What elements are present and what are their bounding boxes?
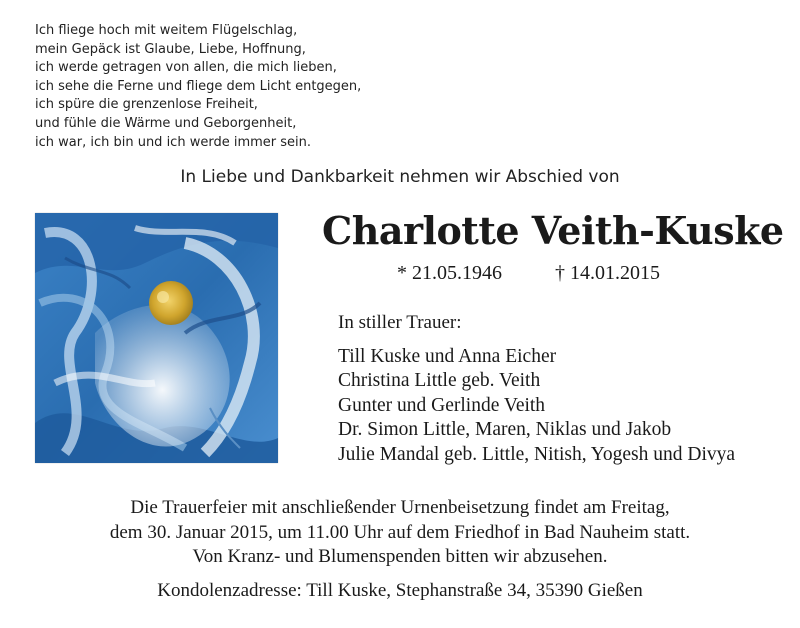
list-item: Julie Mandal geb. Little, Nitish, Yogesh und Divya bbox=[338, 443, 736, 465]
list-item: Gunter und Gerlinde Veith bbox=[338, 394, 546, 416]
poem-line: ich werde getragen von allen, die mich lieben, bbox=[35, 60, 337, 76]
service-line: Die Trauerfeier mit anschließender Urnenbeisetzung findet am Freitag, bbox=[130, 497, 670, 518]
deceased-name: Charlotte Veith-Kuske bbox=[322, 208, 784, 253]
list-item: Christina Little geb. Veith bbox=[338, 370, 541, 392]
poem-line: ich war, ich bin und ich werde immer sein. bbox=[35, 134, 311, 150]
poem-line: und fühle die Wärme und Geborgenheit, bbox=[35, 115, 297, 131]
list-item: Till Kuske und Anna Eicher bbox=[338, 346, 557, 367]
angel-painting-image bbox=[35, 213, 278, 463]
death-date: † 14.01.2015 bbox=[555, 262, 660, 284]
service-line: Von Kranz- und Blumenspenden bitten wir abzusehen. bbox=[192, 546, 608, 567]
poem-line: ich spüre die grenzenlose Freiheit, bbox=[35, 97, 258, 113]
farewell-intro: In Liebe und Dankbarkeit nehmen wir Abschied von bbox=[180, 167, 620, 187]
poem-line: Ich fliege hoch mit weitem Flügelschlag, bbox=[35, 23, 298, 38]
poem-line: ich sehe die Ferne und fliege dem Licht entgegen, bbox=[35, 78, 362, 94]
mourners-list bbox=[338, 345, 735, 467]
mourning-label: In stiller Trauer: bbox=[338, 312, 462, 333]
funeral-service-info bbox=[0, 496, 800, 570]
list-item: Dr. Simon Little, Maren, Niklas und Jakob bbox=[338, 419, 672, 441]
poem bbox=[35, 22, 361, 152]
birth-date: * 21.05.1946 bbox=[397, 262, 502, 284]
service-line: dem 30. Januar 2015, um 11.00 Uhr auf dem Friedhof in Bad Nauheim statt. bbox=[109, 521, 691, 543]
condolence-address: Kondolenzadresse: Till Kuske, Stephanstraße 34, 35390 Gießen bbox=[157, 580, 643, 601]
poem-line: mein Gepäck ist Glaube, Liebe, Hoffnung, bbox=[35, 41, 306, 57]
